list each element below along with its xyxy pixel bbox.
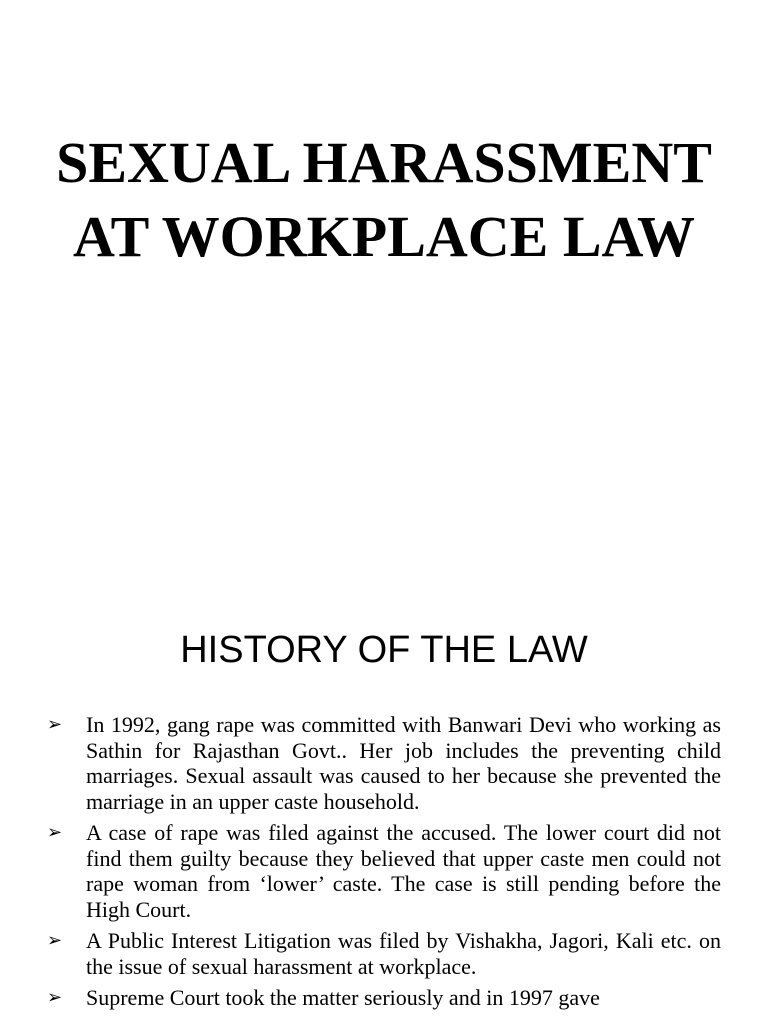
slide-title-line-2: AT WORKPLACE LAW	[73, 204, 695, 269]
bullet-item-2	[0, 820, 768, 922]
bullet-text-1: In 1992, gang rape was committed with Banwari Devi who working as Sathin for Rajasthan Govt.. Her job includes the preventing child marriages. Sexual assault was caused to her because she prevented the marriage in an upper caste household.	[86, 712, 721, 814]
slide-title	[0, 126, 768, 274]
arrow-bullet-icon: ➢	[47, 714, 63, 735]
bullet-text-2: A case of rape was filed against the accused. The lower court did not find them guilty because they believed that upper caste men could not rape woman from ‘lower’ caste. The case is still pending before the High Court.	[86, 820, 721, 922]
history-bullet-list	[0, 712, 768, 1017]
bullet-item-3	[0, 928, 768, 979]
bullet-text-4: Supreme Court took the matter seriously and in 1997 gave	[86, 985, 600, 1010]
slide-title-line-1: SEXUAL HARASSMENT	[56, 130, 712, 195]
arrow-bullet-icon: ➢	[47, 930, 63, 951]
arrow-bullet-icon: ➢	[47, 987, 63, 1008]
bullet-item-4	[0, 985, 768, 1011]
section-heading: HISTORY OF THE LAW	[180, 629, 588, 671]
bullet-item-1	[0, 712, 768, 814]
bullet-text-3: A Public Interest Litigation was filed by Vishakha, Jagori, Kali etc. on the issue of sexual harassment at workplace.	[86, 928, 721, 979]
arrow-bullet-icon: ➢	[47, 822, 63, 843]
